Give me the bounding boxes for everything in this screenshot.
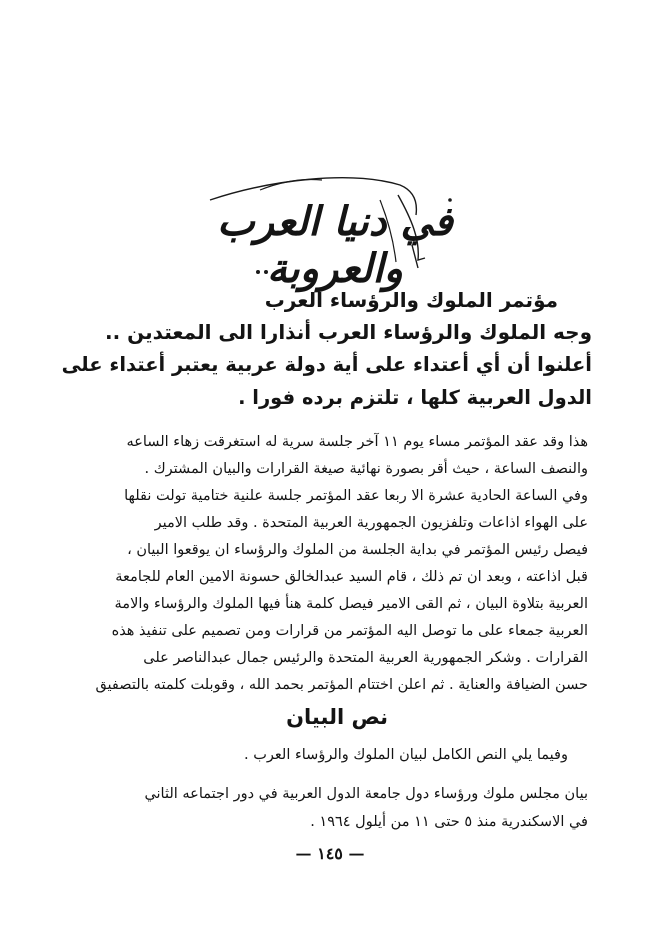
statement-line: في الاسكندرية منذ ٥ حتى ١١ من أيلول ١٩٦٤ .	[310, 814, 588, 830]
body-line: والنصف الساعة ، حيث أقر بصورة نهائية صيغة القرارات والبيان المشترك .	[144, 461, 588, 477]
headline-4: الدول العربية كلها ، تلتزم برده فورا .	[238, 386, 592, 409]
headline-1: مؤتمر الملوك والرؤساء العرب	[264, 288, 558, 312]
statement-heading: نص البيان	[286, 705, 388, 729]
body-line: قبل اذاعته ، وبعد ان تم ذلك ، قام السيد عبدالخالق حسونة الامين العام للجامعة	[115, 569, 588, 585]
body-line: القرارات . وشكر الجمهورية العربية المتحدة والرئيس جمال عبدالناصر على	[143, 650, 588, 666]
intro-line: وفيما يلي النص الكامل لبيان الملوك والرؤساء العرب .	[244, 747, 568, 763]
statement-line: بيان مجلس ملوك ورؤساء دول جامعة الدول العربية في دور اجتماعه الثاني	[144, 786, 588, 802]
body-line: حسن الضيافة والعناية . ثم اعلن اختتام المؤتمر بحمد الله ، وقوبلت كلمته بالتصفيق	[95, 677, 588, 693]
body-line: وفي الساعة الحادية عشرة الا ربعا عقد المؤتمر جلسة علنية ختامية تولت نقلها	[124, 488, 588, 504]
body-line: العربية بتلاوة البيان ، ثم القى الامير فيصل كلمة هنأ فيها الملوك والرؤساء والامة	[114, 596, 588, 612]
body-line: على الهواء اذاعات وتلفزيون الجمهورية العربية المتحدة . وقد طلب الامير	[154, 515, 588, 531]
headline-3: أعلنوا أن أي أعتداء على أية دولة عربية يعتبر أعتداء على	[61, 353, 592, 376]
body-line: فيصل رئيس المؤتمر في بداية الجلسة من الملوك والرؤساء ان يوقعوا البيان ،	[127, 542, 588, 558]
section-title: في دنيا العرب والعروبة	[217, 198, 453, 292]
body-line: هذا وقد عقد المؤتمر مساء يوم ١١ آخر جلسة سرية له استغرقت زهاء الساعه	[126, 434, 588, 450]
body-line: العربية جمعاء على ما توصل اليه المؤتمر من قرارات ومن تصميم على تنفيذ هذه	[111, 623, 588, 639]
page-number: — ١٤٥ —	[295, 844, 365, 863]
headline-2: وجه الملوك والرؤساء العرب أنذارا الى المعتدين ..	[104, 320, 592, 344]
